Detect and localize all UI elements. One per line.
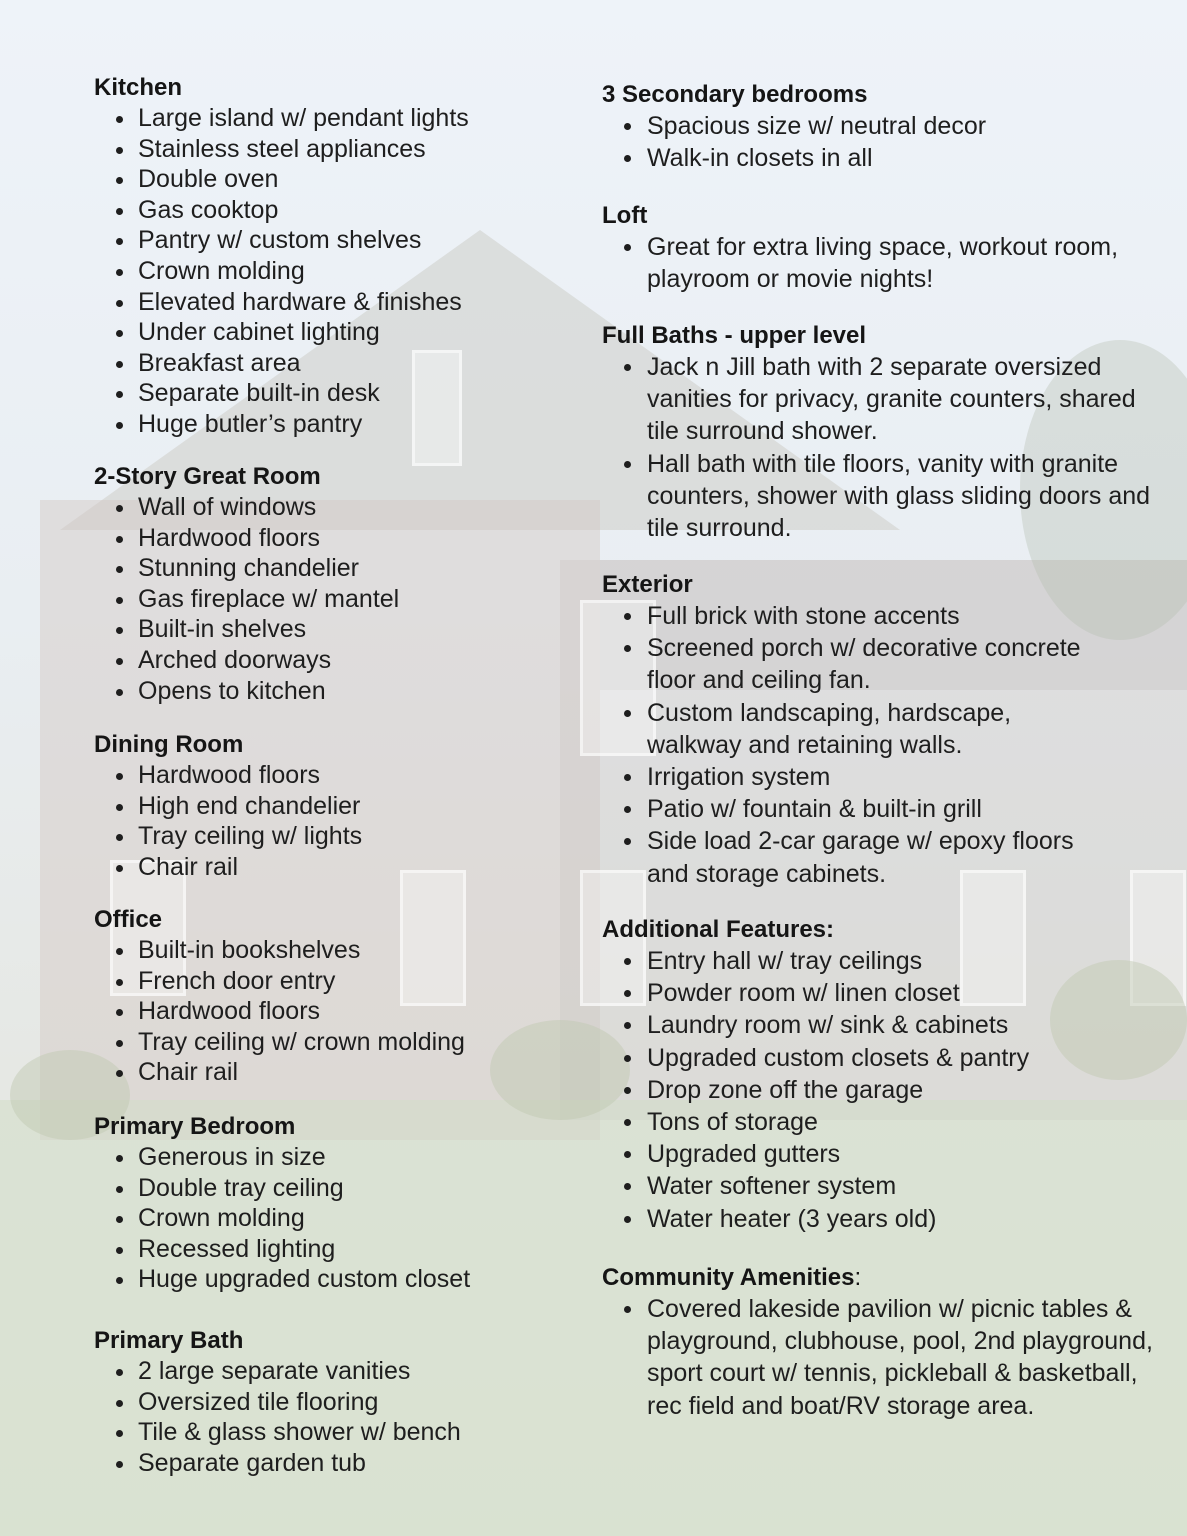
list-item: Hardwood floors (94, 760, 362, 791)
list-item: Under cabinet lighting (94, 317, 469, 348)
section-office (94, 905, 465, 1088)
list-item: Crown molding (94, 256, 469, 287)
feature-list (94, 1142, 470, 1295)
list-item: Separate garden tub (94, 1448, 461, 1479)
feature-list (602, 1293, 1162, 1422)
section-great-room (94, 462, 399, 706)
list-item: Entry hall w/ tray ceilings (602, 945, 1162, 977)
list-item: Powder room w/ linen closet (602, 977, 1162, 1009)
feature-list (94, 760, 362, 882)
list-item: Patio w/ fountain & built-in grill (602, 793, 1102, 825)
section-primary-bath (94, 1326, 461, 1478)
section-heading: Office (94, 906, 163, 933)
feature-list (602, 600, 1102, 890)
feature-list (602, 351, 1162, 544)
section-dining-room (94, 730, 362, 882)
list-item: French door entry (94, 966, 465, 997)
list-item: Custom landscaping, hardscape, walkway and retaining walls. (602, 697, 1102, 761)
list-item: Upgraded custom closets & pantry (602, 1042, 1162, 1074)
list-item: Recessed lighting (94, 1234, 470, 1265)
list-item: Jack n Jill bath with 2 separate oversized vanities for privacy, granite counters, shared tile surround shower. (602, 351, 1162, 448)
list-item: Built-in bookshelves (94, 935, 465, 966)
list-item: Screened porch w/ decorative concrete floor and ceiling fan. (602, 632, 1102, 696)
list-item: Double oven (94, 164, 469, 195)
list-item: 2 large separate vanities (94, 1356, 461, 1387)
section-heading: Primary Bath (94, 1327, 244, 1354)
section-heading: Kitchen (94, 74, 183, 101)
list-item: Covered lakeside pavilion w/ picnic tables & playground, clubhouse, pool, 2nd playground, sport court w/ tennis, pickleball & basketball, rec field and boat/RV storage area. (602, 1293, 1162, 1422)
section-heading-text: Community Amenities (602, 1264, 855, 1291)
feature-list (602, 945, 1162, 1235)
feature-list (94, 935, 465, 1088)
feature-list (94, 492, 399, 706)
section-heading (602, 1263, 1162, 1293)
list-item: Generous in size (94, 1142, 470, 1173)
list-item: Irrigation system (602, 761, 1102, 793)
section-primary-bedroom (94, 1112, 470, 1295)
section-heading: 2-Story Great Room (94, 463, 321, 490)
section-full-baths (602, 321, 1162, 544)
list-item: Hall bath with tile floors, vanity with granite counters, shower with glass sliding doors and tile surround. (602, 448, 1162, 545)
list-item: Tray ceiling w/ lights (94, 821, 362, 852)
list-item: Walk-in closets in all (602, 142, 1162, 174)
list-item: Hardwood floors (94, 523, 399, 554)
section-heading: Exterior (602, 571, 693, 598)
section-heading: Loft (602, 202, 648, 229)
list-item: Pantry w/ custom shelves (94, 225, 469, 256)
list-item: Drop zone off the garage (602, 1074, 1162, 1106)
list-item: Elevated hardware & finishes (94, 287, 469, 318)
list-item: Chair rail (94, 852, 362, 883)
list-item: Separate built-in desk (94, 378, 469, 409)
list-item: Double tray ceiling (94, 1173, 470, 1204)
list-item: Full brick with stone accents (602, 600, 1102, 632)
list-item: Spacious size w/ neutral decor (602, 110, 1162, 142)
list-item: Upgraded gutters (602, 1138, 1162, 1170)
list-item: Tile & glass shower w/ bench (94, 1417, 461, 1448)
list-item: Stunning chandelier (94, 553, 399, 584)
section-loft (602, 201, 1132, 295)
feature-list (602, 110, 1162, 174)
section-additional-features (602, 915, 1162, 1235)
section-community-amenities (602, 1263, 1162, 1422)
list-item: Tons of storage (602, 1106, 1162, 1138)
list-item: Laundry room w/ sink & cabinets (602, 1009, 1162, 1041)
list-item: Tray ceiling w/ crown molding (94, 1027, 465, 1058)
list-item: Crown molding (94, 1203, 470, 1234)
list-item: Wall of windows (94, 492, 399, 523)
list-item: Oversized tile flooring (94, 1387, 461, 1418)
section-exterior (602, 570, 1102, 890)
list-item: Stainless steel appliances (94, 134, 469, 165)
feature-list (94, 103, 469, 440)
list-item: Gas cooktop (94, 195, 469, 226)
section-heading: Dining Room (94, 731, 244, 758)
section-heading: Primary Bedroom (94, 1113, 296, 1140)
list-item: Huge butler’s pantry (94, 409, 469, 440)
feature-list (94, 1356, 461, 1478)
feature-list (602, 231, 1132, 295)
list-item: Chair rail (94, 1057, 465, 1088)
list-item: High end chandelier (94, 791, 362, 822)
section-secondary-bedrooms (602, 80, 1162, 174)
list-item: Hardwood floors (94, 996, 465, 1027)
list-item: Breakfast area (94, 348, 469, 379)
list-item: Built-in shelves (94, 614, 399, 645)
list-item: Side load 2-car garage w/ epoxy floors and storage cabinets. (602, 825, 1102, 889)
list-item: Great for extra living space, workout room, playroom or movie nights! (602, 231, 1132, 295)
section-heading: Additional Features: (602, 916, 835, 943)
list-item: Water softener system (602, 1170, 1162, 1202)
list-item: Arched doorways (94, 645, 399, 676)
section-heading: 3 Secondary bedrooms (602, 81, 868, 108)
list-item: Huge upgraded custom closet (94, 1264, 470, 1295)
section-heading-suffix: : (854, 1264, 862, 1291)
list-item: Large island w/ pendant lights (94, 103, 469, 134)
section-heading: Full Baths - upper level (602, 322, 867, 349)
list-item: Gas fireplace w/ mantel (94, 584, 399, 615)
section-kitchen (94, 73, 469, 440)
list-item: Opens to kitchen (94, 676, 399, 707)
list-item: Water heater (3 years old) (602, 1203, 1162, 1235)
